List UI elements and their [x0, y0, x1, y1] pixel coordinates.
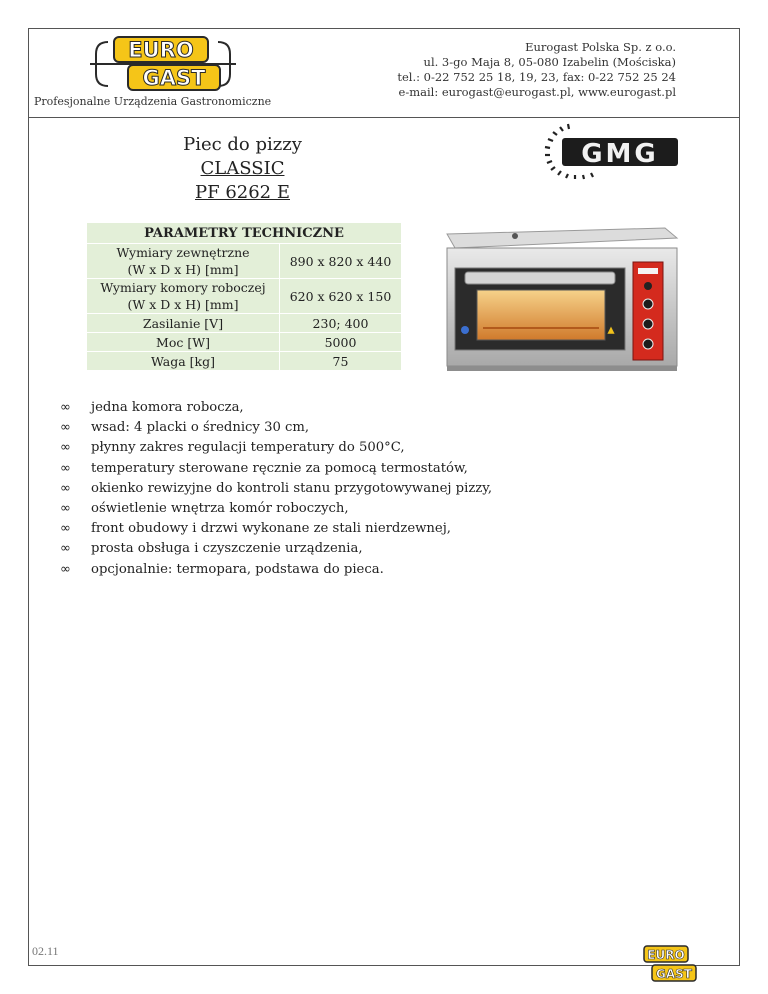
infinity-bullet-icon: ∞ [60, 501, 71, 517]
spec-value: 5000 [280, 333, 402, 352]
document-code: 02.11 [32, 944, 59, 958]
feature-text: oświetlenie wnętrza komór roboczych, [91, 501, 349, 517]
list-item [60, 499, 492, 519]
infinity-bullet-icon: ∞ [60, 480, 71, 496]
footer-divider-right [698, 965, 740, 966]
feature-text: temperatury sterowane ręcznie za pomocą termostatów, [91, 460, 468, 476]
spec-label-line: Wymiary komory roboczej [100, 280, 266, 295]
spec-label: Waga [kg] [87, 352, 280, 371]
list-item [60, 418, 492, 438]
pizza-oven-image [425, 218, 680, 378]
company-address [336, 40, 676, 100]
feature-text: front obudowy i drzwi wykonane ze stali nierdzewnej, [91, 521, 451, 537]
footer-divider [28, 965, 633, 966]
spec-value: 890 x 820 x 440 [280, 244, 402, 279]
spec-label [87, 244, 280, 279]
table-row [87, 279, 402, 314]
feature-list [60, 398, 492, 580]
company-name: Eurogast Polska Sp. z o.o. [525, 40, 676, 54]
technical-specs-table [86, 222, 402, 371]
infinity-bullet-icon: ∞ [60, 460, 71, 476]
spec-label-line: Wymiary zewnętrzne [116, 245, 250, 260]
list-item [60, 398, 492, 418]
eurogast-footer-logo [632, 944, 702, 984]
spec-value: 230; 400 [280, 314, 402, 333]
feature-text: jedna komora robocza, [91, 400, 244, 415]
product-model: PF 6262 E [195, 182, 290, 203]
spec-value: 620 x 620 x 150 [280, 279, 402, 314]
table-row [87, 352, 402, 371]
infinity-bullet-icon: ∞ [60, 561, 71, 577]
company-email: e-mail: eurogast@eurogast.pl, www.eurogast.pl [398, 85, 676, 99]
logo-text-bottom: GAST [142, 66, 206, 90]
spec-label-line: (W x D x H) [mm] [127, 297, 239, 312]
product-type: Piec do pizzy [183, 134, 302, 155]
company-phone: tel.: 0-22 752 25 18, 19, 23, fax: 0-22 752 25 24 [397, 70, 676, 84]
list-item [60, 539, 492, 559]
eurogast-logo [88, 34, 238, 92]
spec-label: Zasilanie [V] [87, 314, 280, 333]
table-row [87, 333, 402, 352]
feature-text: wsad: 4 placki o średnicy 30 cm, [91, 420, 310, 436]
header-divider [28, 117, 740, 118]
list-item [60, 438, 492, 458]
table-row [87, 244, 402, 279]
feature-text: okienko rewizyjne do kontroli stanu przygotowywanej pizzy, [91, 480, 493, 496]
feature-text: prosta obsługa i czyszczenie urządzenia, [91, 541, 363, 557]
gmg-brand-logo [538, 120, 680, 180]
feature-text: płynny zakres regulacji temperatury do 500°C, [91, 440, 405, 456]
feature-text: opcjonalnie: termopara, podstawa do pieca. [91, 561, 384, 577]
footer-logo-bottom: GAST [656, 967, 692, 981]
infinity-bullet-icon: ∞ [60, 440, 71, 456]
spec-label [87, 279, 280, 314]
spec-label-line: (W x D x H) [mm] [127, 262, 239, 277]
table-row [87, 314, 402, 333]
infinity-bullet-icon: ∞ [60, 420, 71, 436]
list-item [60, 519, 492, 539]
company-street: ul. 3-go Maja 8, 05-080 Izabelin (Mościska) [423, 55, 676, 69]
spec-label: Moc [W] [87, 333, 280, 352]
list-item [60, 560, 492, 580]
list-item [60, 459, 492, 479]
infinity-bullet-icon: ∞ [60, 541, 71, 557]
list-item [60, 479, 492, 499]
gmg-logo-text: GMG [581, 139, 659, 169]
product-series: CLASSIC [200, 158, 285, 179]
logo-text-top: EURO [128, 38, 194, 62]
specs-heading: PARAMETRY TECHNICZNE [87, 223, 402, 244]
product-title [145, 133, 340, 205]
footer-logo-top: EURO [647, 948, 685, 962]
infinity-bullet-icon: ∞ [60, 400, 71, 415]
spec-value: 75 [280, 352, 402, 371]
infinity-bullet-icon: ∞ [60, 521, 71, 537]
company-tagline: Profesjonalne Urządzenia Gastronomiczne [34, 95, 272, 108]
